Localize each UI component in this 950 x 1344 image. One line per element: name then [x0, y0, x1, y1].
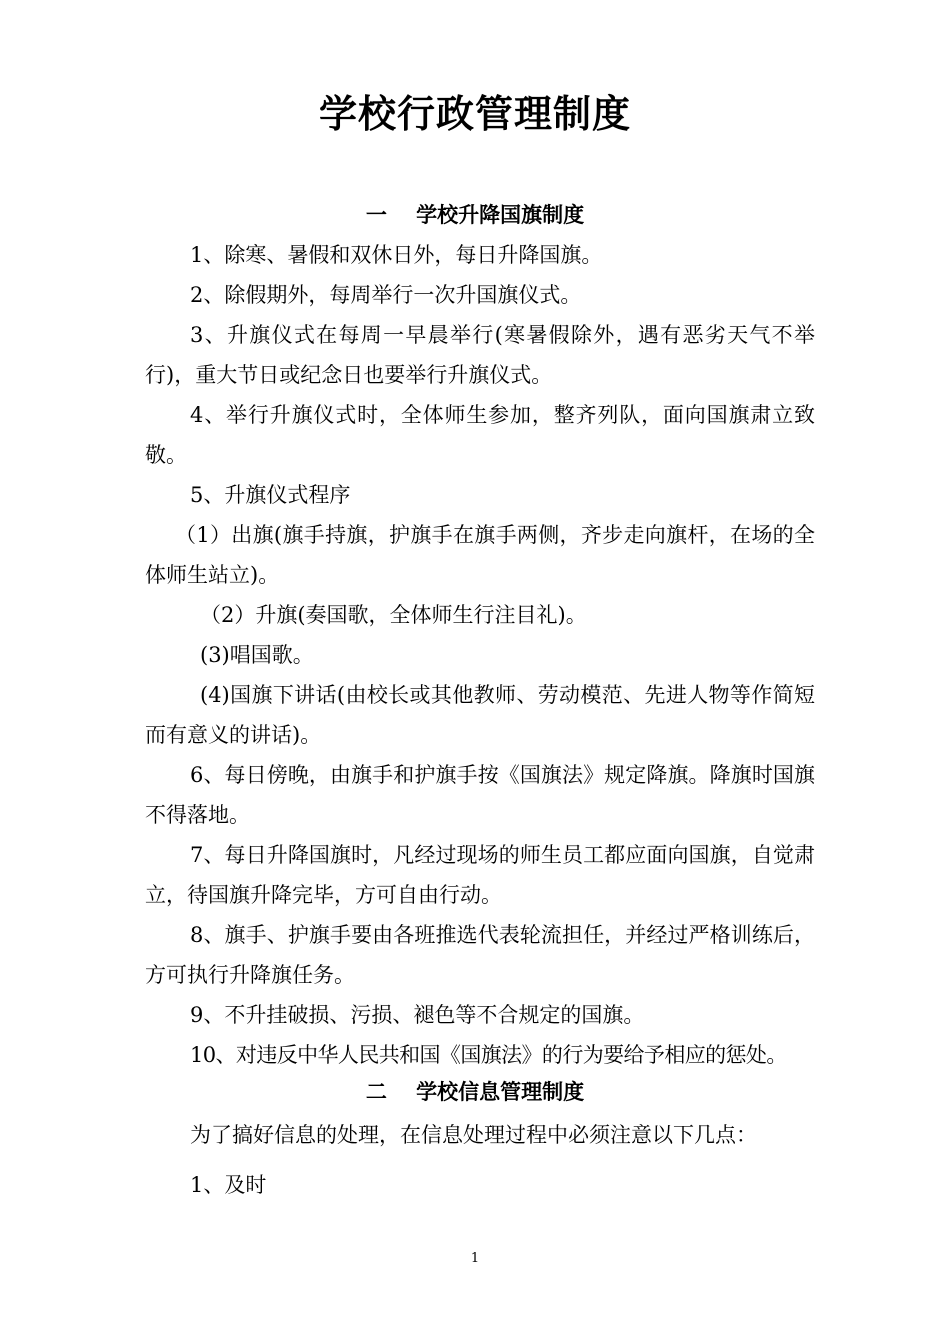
paragraph: 7、每日升降国旗时，凡经过现场的师生员工都应面向国旗，自觉肃立，待国旗升降完毕，方可自由行动。	[145, 843, 815, 907]
paragraph: 为了搞好信息的处理，在信息处理过程中必须注意以下几点：	[190, 1123, 757, 1147]
document-title: 学校行政管理制度	[318, 92, 631, 136]
section-heading-info: 二 学校信息管理制度	[365, 1080, 585, 1104]
paragraph: （1）出旗(旗手持旗，护旗手在旗手两侧，齐步走向旗杆，在场的全体师生站立)。	[145, 523, 815, 587]
paragraph: 3、升旗仪式在每周一早晨举行(寒暑假除外，遇有恶劣天气不举行)，重大节日或纪念日也要举行升旗仪式。	[145, 323, 815, 387]
paragraph: (4)国旗下讲话(由校长或其他教师、劳动模范、先进人物等作简短而有意义的讲话)。	[145, 683, 815, 747]
page-number: 1	[470, 1251, 480, 1266]
paragraph: （2）升旗(奏国歌，全体师生行注目礼)。	[200, 603, 587, 627]
paragraph: 6、每日傍晚，由旗手和护旗手按《国旗法》规定降旗。降旗时国旗不得落地。	[145, 763, 815, 827]
section-heading-flag: 一 学校升降国旗制度	[365, 203, 585, 227]
paragraph: 10、对违反中华人民共和国《国旗法》的行为要给予相应的惩处。	[190, 1043, 787, 1067]
paragraph: 2、除假期外，每周举行一次升国旗仪式。	[190, 283, 582, 307]
paragraph: 5、升旗仪式程序	[190, 483, 351, 507]
paragraph: 4、举行升旗仪式时，全体师生参加，整齐列队，面向国旗肃立致敬。	[145, 403, 815, 467]
paragraph: 8、旗手、护旗手要由各班推选代表轮流担任，并经过严格训练后，方可执行升降旗任务。	[145, 923, 815, 987]
paragraph: 1、除寒、暑假和双休日外，每日升降国旗。	[190, 243, 603, 267]
paragraph: (3)唱国歌。	[200, 643, 314, 667]
paragraph: 1、及时	[190, 1173, 267, 1197]
paragraph: 9、不升挂破损、污损、褪色等不合规定的国旗。	[190, 1003, 645, 1027]
